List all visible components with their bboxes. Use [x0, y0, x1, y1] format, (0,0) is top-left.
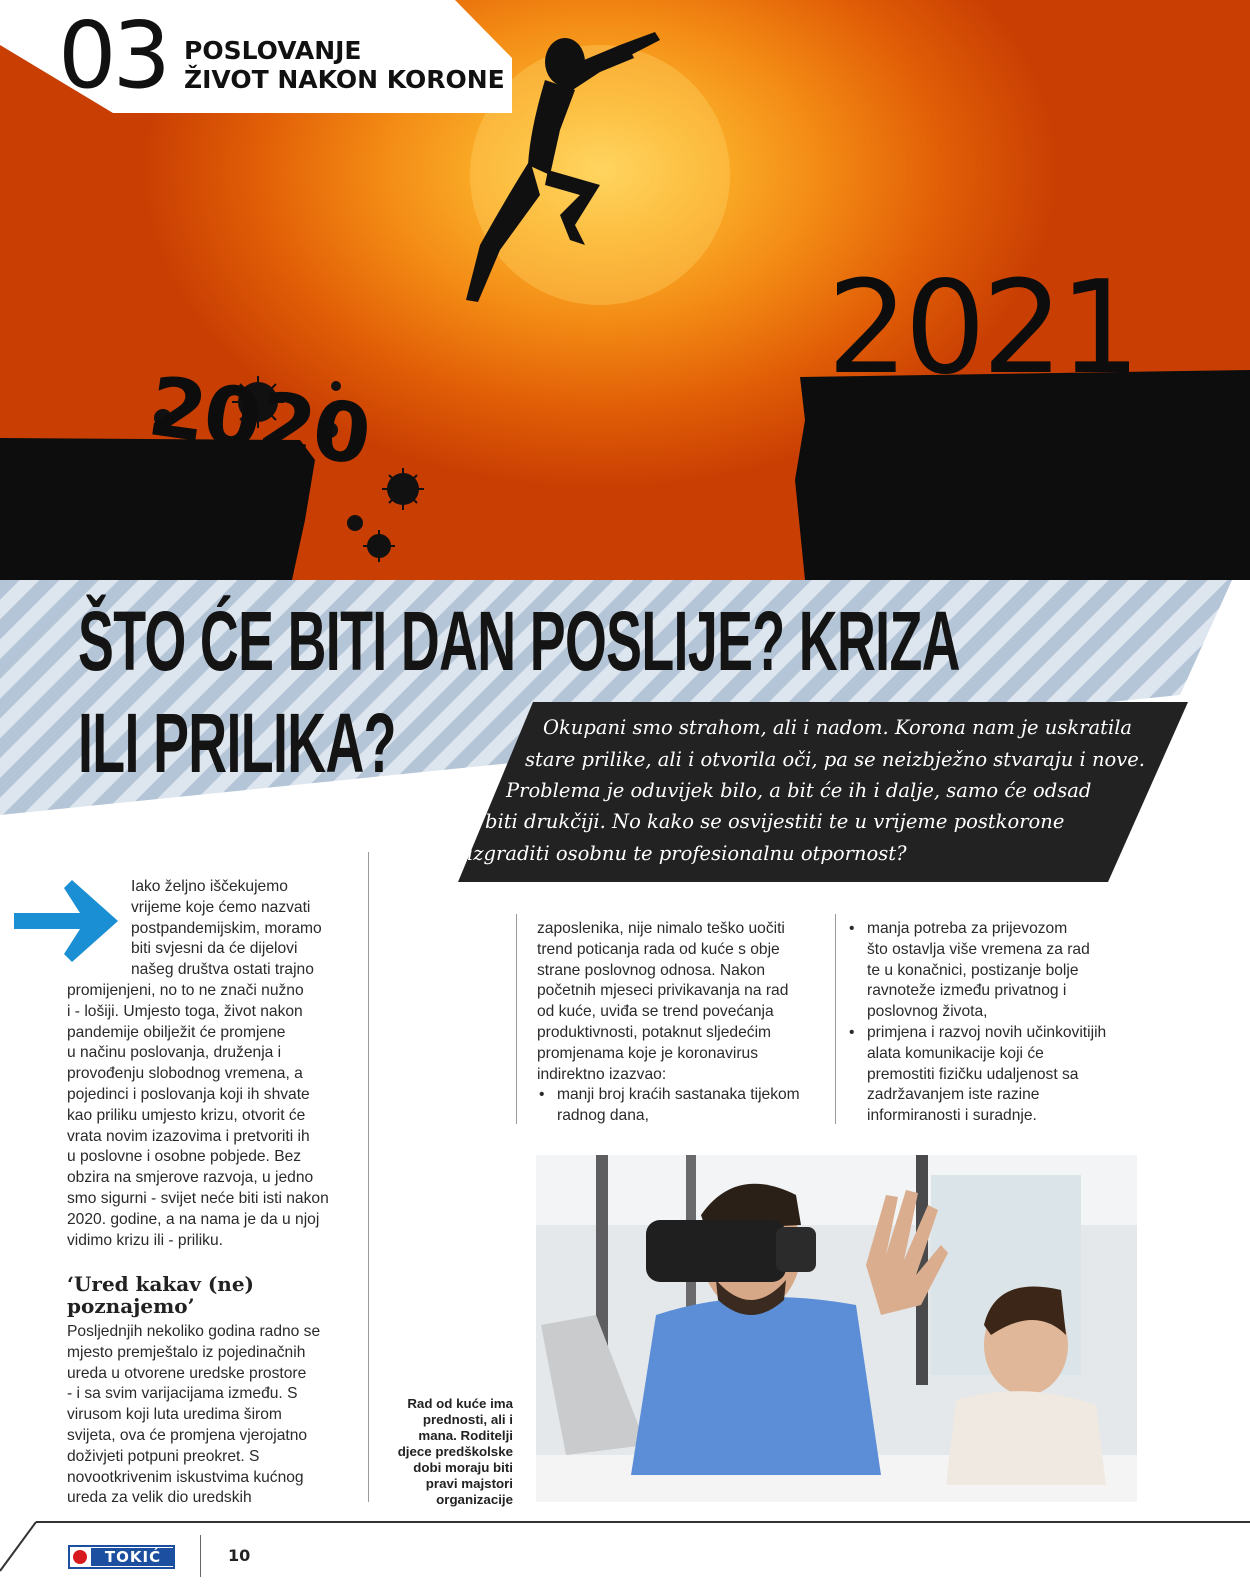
- bullet-line: • primjena i razvoj novih učinkovitijih: [867, 1023, 1107, 1041]
- text-line: novootkrivenim iskustvima kućnog: [67, 1468, 304, 1486]
- caption-line: djece predškolske: [397, 1444, 513, 1459]
- column-divider: [368, 852, 369, 1502]
- bullet-line: • manji broj kraćih sastanaka tijekom: [557, 1086, 800, 1104]
- intro-line: Okupani smo strahom, ali i nadom. Korona nam je uskratila: [543, 716, 1133, 739]
- text-line: pandemije obilježit će promjene: [67, 1023, 286, 1041]
- text-line: Iako željno iščekujemo: [131, 878, 288, 895]
- intro-line: Problema je oduvijek bilo, a bit će ih i dalje, samo će odsad: [506, 779, 1092, 802]
- column-1-section-2: [67, 1322, 367, 1509]
- bullet-line: ravnoteže između privatnog i: [867, 982, 1067, 1000]
- intro-line: stare prilike, ali i otvorila oči, pa se neizbježno stvaraju i nove.: [525, 748, 1146, 771]
- column-divider: [835, 914, 836, 1124]
- text-line: početnih mjeseci privikavanja na rad: [537, 982, 789, 1000]
- text-line: strane poslovnog odnosa. Nakon: [537, 961, 765, 979]
- text-line: smo sigurni - svijet neće biti isti nakon: [67, 1189, 329, 1207]
- logo-dot-icon: [73, 1550, 87, 1564]
- text-line: kao priliku umjesto krizu, otvorit će: [67, 1106, 306, 1124]
- bullet-item: [847, 1023, 1147, 1127]
- text-line: provođenju slobodnog vremena, a: [67, 1065, 303, 1083]
- section-topic: ŽIVOT NAKON KORONE: [184, 65, 505, 94]
- column-1-lead: [131, 877, 371, 981]
- vr-home-office-photo: [536, 1155, 1137, 1502]
- intro-line: biti drukčiji. No kako se osvijestiti te u vrijeme postkorone: [485, 810, 1065, 833]
- bullet-line: radnog dana,: [557, 1107, 649, 1125]
- intro-line: izgraditi osobnu te profesionalnu otpornost?: [467, 842, 907, 865]
- footer-corner: [0, 1521, 40, 1591]
- caption-line: mana. Roditelji: [418, 1428, 513, 1443]
- intro-box: [458, 702, 1188, 882]
- text-line: postpandemijskim, moramo: [131, 919, 322, 937]
- text-line: zaposlenika, nije nimalo teško uočiti: [537, 920, 785, 937]
- year-2020-label: 2020: [143, 359, 375, 484]
- footer-divider: [200, 1535, 201, 1577]
- text-line: obzira na smjerove razvoja, u jedno: [67, 1169, 314, 1187]
- subheading: [67, 1273, 327, 1317]
- bullet-line: zadržavanjem iste razine: [867, 1086, 1040, 1104]
- caption-line: organizacije: [436, 1492, 513, 1507]
- arrow-icon: [14, 880, 120, 962]
- article-title-line-1: ŠTO ĆE BITI DAN POSLIJE? KRIZA: [78, 594, 960, 688]
- text-line: doživjeti potpuni preokret. S: [67, 1447, 260, 1465]
- text-line: indirektno izazvao:: [537, 1065, 667, 1083]
- bullet-line: što ostavlja više vremena za rad: [867, 940, 1090, 958]
- bullet-line: premostiti fizičku udaljenost sa: [867, 1065, 1079, 1083]
- text-line: promijenjeni, no to ne znači nužno: [67, 982, 304, 999]
- page-number: 10: [228, 1546, 251, 1565]
- bullet-line: poslovnog života,: [867, 1003, 988, 1021]
- hero-image: [0, 0, 1250, 580]
- bullet-item: [537, 1085, 832, 1127]
- tokic-logo: [68, 1545, 175, 1569]
- text-line: virusom koji luta uredima širom: [67, 1406, 282, 1424]
- section-name: POSLOVANJE: [184, 36, 362, 65]
- text-line: našeg društva ostati trajno: [131, 961, 314, 979]
- text-line: 2020. godine, a na nama je da u njoj: [67, 1210, 320, 1228]
- bullet-line: • manja potreba za prijevozom: [867, 920, 1068, 937]
- text-line: u poslovne i osobne pobjede. Bez: [67, 1148, 302, 1166]
- text-line: Posljednjih nekoliko godina radno se: [67, 1323, 321, 1340]
- text-line: u načinu poslovanja, druženja i: [67, 1044, 282, 1062]
- section-badge: [0, 0, 512, 113]
- subheading-line: poznajemo’: [67, 1294, 195, 1318]
- text-line: produktivnosti, potaknut sljedećim: [537, 1023, 772, 1041]
- article-title-line-2: ILI PRILIKA?: [78, 696, 396, 790]
- bullet-list: [847, 919, 1147, 1127]
- text-line: promjenama koje je koronavirus: [537, 1044, 759, 1062]
- caption-line: dobi moraju biti: [413, 1460, 513, 1475]
- year-2021-label: 2021: [827, 254, 1137, 403]
- text-line: ureda u otvorene uredske prostore: [67, 1364, 307, 1382]
- text-line: - i sa svim varijacijama između. S: [67, 1385, 298, 1403]
- bullet-list: [537, 1085, 832, 1127]
- text-line: ureda za velik dio uredskih: [67, 1489, 252, 1507]
- column-2: [537, 919, 832, 1127]
- text-line: trend poticanja rada od kuće s obje: [537, 940, 780, 958]
- text-line: svijeta, ova će promjena vjerojatno: [67, 1426, 308, 1444]
- text-line: vrata novim izazovima i pretvoriti ih: [67, 1127, 310, 1145]
- caption-line: Rad od kuće ima: [407, 1396, 513, 1411]
- bullet-line: alata komunikacije koji će: [867, 1044, 1044, 1062]
- bullet-line: informiranosti i suradnje.: [867, 1107, 1037, 1125]
- bullet-line: te u konačnici, postizanje bolje: [867, 961, 1079, 979]
- subheading-line: ‘Ured kakav (ne): [67, 1272, 255, 1296]
- text-line: biti svjesni da će dijelovi: [131, 940, 298, 958]
- text-line: pojedinci i poslovanja koji ih shvate: [67, 1085, 310, 1103]
- section-number: 03: [58, 2, 168, 109]
- text-line: vrijeme koje ćemo nazvati: [131, 898, 311, 916]
- logo-text: TOKIĆ: [91, 1548, 175, 1566]
- caption-line: pravi majstori: [425, 1476, 513, 1491]
- footer-rule: [36, 1521, 1250, 1523]
- text-line: vidimo krizu ili - priliku.: [67, 1231, 223, 1249]
- text-line: od kuće, uviđa se trend povećanja: [537, 1003, 774, 1021]
- photo-caption: [380, 1396, 513, 1508]
- column-divider: [516, 914, 517, 1124]
- bullet-item: [847, 919, 1147, 1023]
- text-line: i - lošiji. Umjesto toga, život nakon: [67, 1002, 303, 1020]
- column-1-body: [67, 981, 367, 1251]
- text-line: mjesto premještalo iz pojedinačnih: [67, 1343, 306, 1361]
- caption-line: prednosti, ali i: [422, 1412, 513, 1427]
- column-3: [847, 919, 1147, 1127]
